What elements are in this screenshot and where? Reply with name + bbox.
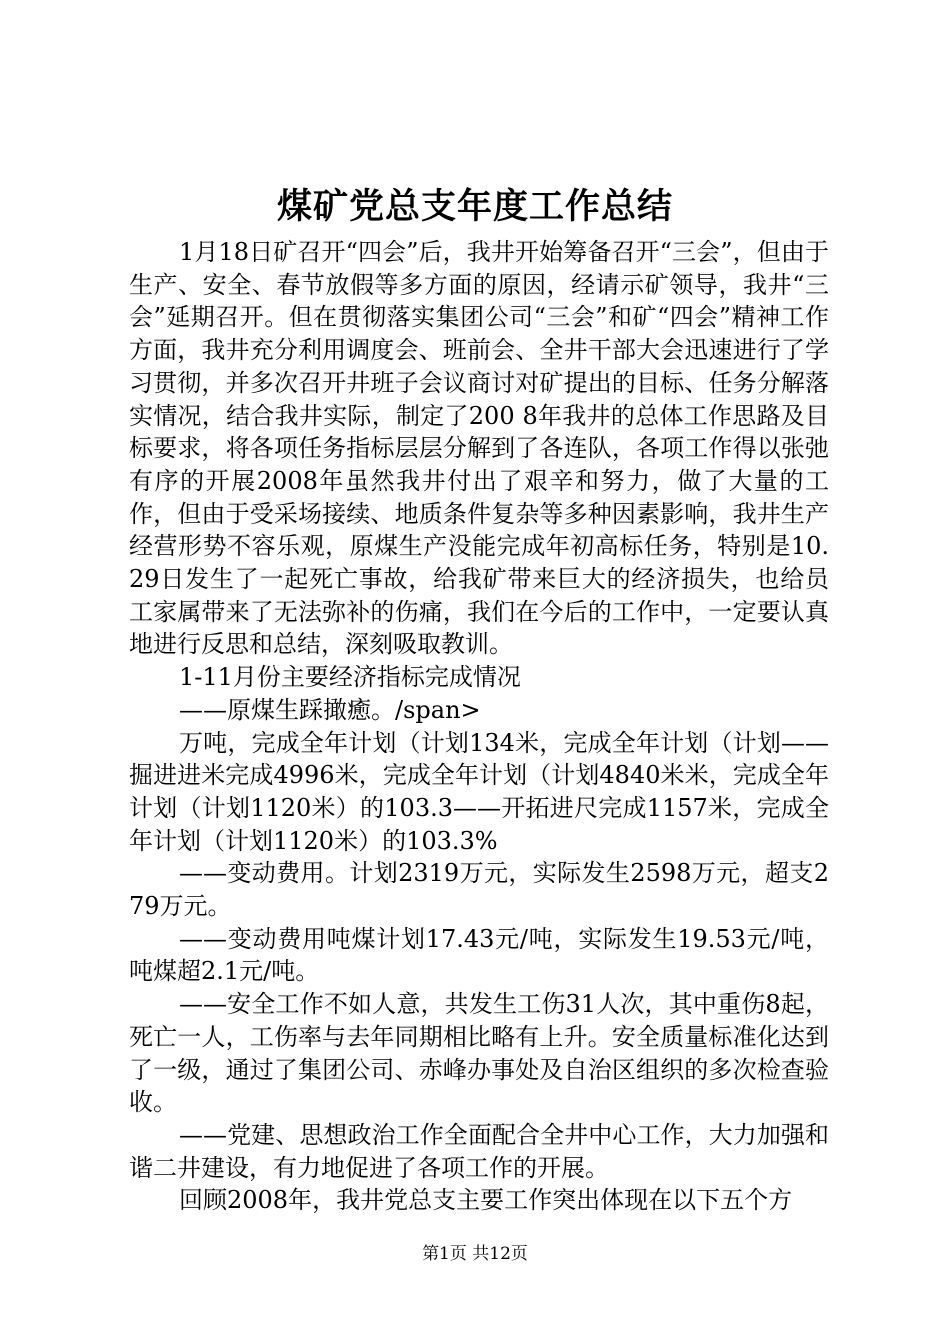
paragraph-safety: ——安全工作不如人意，共发生工伤31人次，其中重伤8起，死亡一人，工伤率与去年同期相比略有上升。安全质量标准化达到了一级，通过了集团公司、赤峰办事处及自治区组织的多次检查验收。 — [129, 990, 829, 1117]
paragraph-variable-cost: ——变动费用。计划2319万元，实际发生2598万元，超支279万元。 — [129, 859, 829, 921]
paragraph-tunneling: 万吨，完成全年计划（计划134米，完成全年计划（计划——掘进进米完成4996米，完成全年计划（计划4840米米，完成全年计划（计划1120米）的103.3——开拓进尺完成1157米，完成全年计划（计划1120米）的103.3% — [129, 728, 829, 855]
paragraph-review: 回顾2008年，我井党总支主要工作突出体现在以下五个方 — [179, 1186, 793, 1215]
paragraph-intro: 1月18日矿召开“四会”后，我井开始筹备召开“三会”，但由于生产、安全、春节放假等多方面的原因，经请示矿领导，我井“三会”延期召开。但在贯彻落实集团公司“三会”和矿“四会”精神工作方面，我井充分利用调度会、班前会、全井干部大会迅速进行了学习贯彻，并多次召开井班子会议商讨对矿提出的目标、任务分解落实情况，结合我井实际，制定了200 8年我井的总体工作思路及目标要求，将各项任务指标层层分解到了各连队，各项工作得以张弛有序的开展2008年虽然我井付出了艰辛和努力，做了大量的工作，但由于受采场接续、地质条件复杂等多种因素影响，我井生产经营形势不容乐观，原煤生产没能完成年初高标任务，特别是10.29日发生了一起死亡事故，给我矿带来巨大的经济损失，也给员工家属带来了无法弥补的伤痛，我们在今后的工作中，一定要认真地进行反思和总结，深刻吸取教训。 — [129, 238, 829, 659]
paragraph-party-building: ——党建、思想政治工作全面配合全井中心工作，大力加强和谐二井建设，有力地促进了各项工作的开展。 — [129, 1120, 829, 1182]
paragraph-indicators-heading: 1-11月份主要经济指标完成情况 — [179, 663, 521, 692]
document-title: 煤矿党总支年度工作总结 — [276, 186, 673, 227]
document-body — [129, 236, 829, 1217]
paragraph-coal-production: ——原煤生踩撖癒。/span> — [179, 695, 481, 724]
paragraph-cost-per-ton: ——变动费用吨煤计划17.43元/吨，实际发生19.53元/吨，吨煤超2.1元/吨。 — [129, 924, 829, 986]
page-footer: 第1页 共12页 — [422, 1244, 528, 1264]
